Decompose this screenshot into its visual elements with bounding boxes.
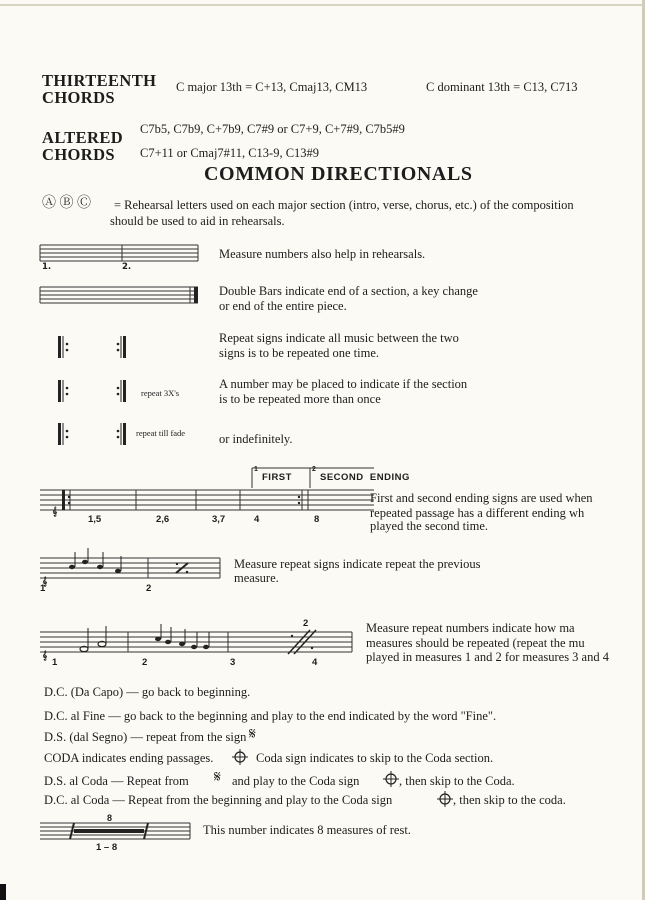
coda-icon	[232, 749, 250, 767]
double-bars-text-1: Double Bars indicate end of a section, a key change	[219, 284, 478, 298]
first-ending-label: FIRST	[262, 472, 292, 483]
ending-text-3: played the second time.	[370, 519, 489, 533]
ending-measure-1: 1,5	[88, 514, 102, 525]
dominant-13th-text: C dominant 13th = C13, C713	[426, 80, 578, 94]
dc-coda-text-b: , then skip to the coda.	[453, 793, 566, 807]
first-ending-number: 1	[254, 466, 258, 473]
mrn-text-2: measures should be repeated (repeat the mu	[366, 636, 585, 650]
dc-text: D.C. (Da Capo) — go back to beginning.	[44, 685, 251, 699]
measure-repeat-text-1: Measure repeat signs indicate repeat the previous	[234, 557, 481, 571]
repeat-3x-label: repeat 3X's	[141, 388, 180, 398]
dc-coda-text-a: D.C. al Coda — Repeat from the beginning and play to the Coda sign	[44, 793, 393, 807]
page-title: COMMON DIRECTIONALS	[204, 163, 473, 185]
repeat-number-text-1: A number may be placed to indicate if the section	[219, 377, 468, 391]
double-bar-staff	[40, 285, 200, 315]
svg-text:𝄞: 𝄞	[42, 576, 48, 586]
measure-repeat-text-2: measure.	[234, 571, 279, 585]
double-bars-text-2: or end of the entire piece.	[219, 299, 347, 313]
rehearsal-text-1: = Rehearsal letters used on each major section (intro, verse, chorus, etc.) of the composition	[114, 198, 574, 212]
segno-icon: 𝄋	[249, 726, 256, 743]
repeat-number-text-2: is to be repeated more than once	[219, 392, 381, 406]
repeat-signs-text-2: signs is to be repeated one time.	[219, 346, 380, 360]
scan-mark	[0, 884, 6, 900]
mrn-num-1: 1	[52, 657, 58, 668]
repeat-3x-icon	[58, 380, 138, 404]
measure-number-staff	[40, 243, 200, 273]
mrn-num-3: 3	[230, 657, 236, 668]
ending-measure-3: 3,7	[212, 514, 226, 525]
mrn-text-1: Measure repeat numbers indicate how ma	[366, 621, 575, 635]
repeat-fade-label: repeat till fade	[136, 428, 186, 438]
altered-line-1: C7b5, C7b9, C+7b9, C7#9 or C7+9, C+7#9, C7b5#9	[140, 122, 405, 136]
ending-text-2: repeated passage has a different ending wh	[370, 506, 585, 520]
altered-heading: ALTERED CHORDS	[42, 128, 124, 164]
ds-coda-text-a: D.S. al Coda — Repeat from	[44, 774, 189, 788]
ending-text-1: First and second ending signs are used when	[370, 491, 593, 505]
segno-icon-2: 𝄋	[214, 769, 221, 786]
rest-number: 8	[107, 813, 113, 823]
ds-text: D.S. (dal Segno) — repeat from the sign	[44, 730, 247, 744]
measure-numbers-text: Measure numbers also help in rehearsals.	[219, 247, 426, 261]
ending-measure-8: 8	[314, 514, 320, 525]
dc-fine-text: D.C. al Fine — go back to the beginning and play to the end indicated by the word "Fine".	[44, 709, 497, 723]
repeat-fade-icon	[58, 423, 138, 447]
major-13th-text: C major 13th = C+13, Cmaj13, CM13	[176, 80, 368, 94]
mrn-num-2: 2	[142, 657, 148, 668]
ending-measure-2: 2,6	[156, 514, 170, 525]
measure-label-2: 2.	[122, 262, 132, 272]
repeat-signs-text-1: Repeat signs indicate all music between the two	[219, 331, 459, 345]
thirteenth-heading: THIRTEENTH CHORDS	[42, 71, 157, 107]
top-rule	[0, 4, 645, 6]
rest-text: This number indicates 8 measures of rest.	[203, 823, 411, 837]
repeat-fade-text: or indefinitely.	[219, 432, 293, 446]
second-ending-number: 2	[312, 466, 316, 473]
rehearsal-text-2: should be used to aid in rehearsals.	[110, 214, 285, 228]
second-ending-label: SECOND ENDING	[320, 472, 410, 483]
repeat-signs-icon	[58, 336, 138, 360]
measure-repeat-staff	[40, 548, 225, 593]
coda-text-a: CODA indicates ending passages.	[44, 751, 214, 765]
rest-range: 1 – 8	[96, 842, 118, 853]
ds-coda-text-c: , then skip to the Coda.	[399, 774, 515, 788]
ds-coda-text-b: and play to the Coda sign	[232, 774, 360, 788]
ending-measure-4: 4	[254, 514, 260, 525]
mrn-text-3: played in measures 1 and 2 for measures 3 and 4	[366, 650, 609, 664]
svg-text:𝄞: 𝄞	[42, 650, 48, 660]
multi-rest-staff	[40, 815, 192, 845]
measure-repeat-num-2: 2	[146, 583, 152, 594]
mrn-num-4: 4	[312, 657, 318, 668]
coda-text-b: Coda sign indicates to skip to the Coda section.	[256, 751, 494, 765]
measure-label-1: 1.	[42, 262, 52, 272]
measure-repeat-top-num: 2	[303, 618, 309, 629]
rehearsal-letters: Ⓐ Ⓑ Ⓒ	[42, 196, 91, 211]
measure-repeat-num-1: 1	[40, 583, 46, 594]
svg-text:𝄞: 𝄞	[52, 506, 58, 516]
altered-line-2: C7+11 or Cmaj7#11, C13-9, C13#9	[140, 146, 320, 160]
